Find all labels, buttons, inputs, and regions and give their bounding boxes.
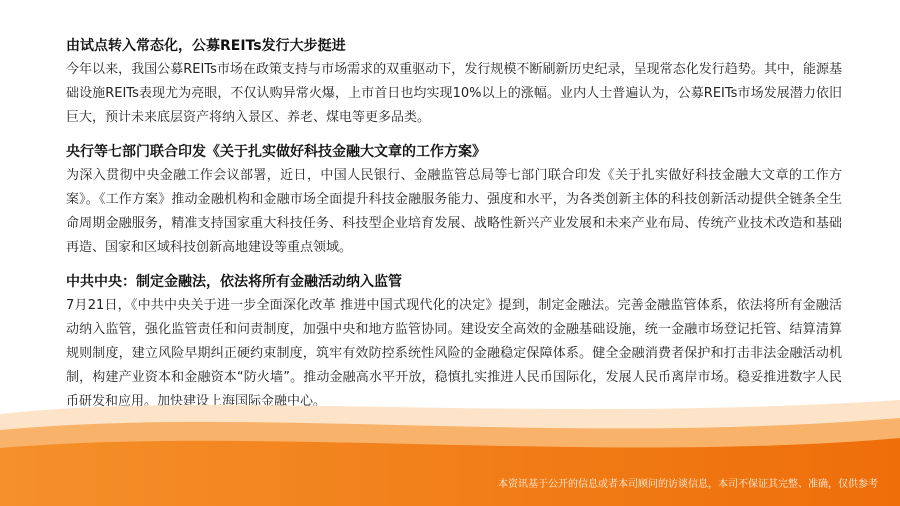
news-heading: 央行等七部门联合印发《关于扎实做好科技金融大文章的工作方案》 [66, 144, 486, 160]
news-heading: 中共中央：制定金融法，依法将所有金融活动纳入监管 [66, 274, 402, 290]
news-item-reits [66, 34, 842, 130]
disclaimer-text: 本资讯基于公开的信息或者本司顾问的访谈信息，本司不保证其完整、准确，仅供参考 [498, 479, 878, 490]
wave-dark [0, 438, 900, 506]
news-content [66, 34, 842, 424]
news-body: 7月21日，《中共中央关于进一步全面深化改革 推进中国式现代化的决定》提到，制定金融法。完善金融监管体系，依法将所有金融活动纳入监管，强化监管责任和问责制度，加强中央和地方监管协同。建设安全高效的金融基础设施，统一金融市场登记托管、结算清算规则制度，建立风险早期纠正硬约束制度，筑牢有效防控系统性风险的金融稳定保障体系。健全金融消费者保护和打击非法金融活动机制，构建产业资本和金融资本“防火墙”。推动金融高水平开放，稳慎扎实推进人民币国际化，发展人民币离岸市场。稳妥推进数字人民币研发和应用。加快建设上海国际金融中心。 [66, 298, 842, 409]
news-heading: 由试点转入常态化，公募REITs发行大步挺进 [66, 38, 346, 54]
news-body: 今年以来，我国公募REITs市场在政策支持与市场需求的双重驱动下，发行规模不断刷新历史纪录，呈现常态化发行趋势。其中，能源基础设施REITs表现尤为亮眼，不仅认购异常火爆，上市首日也均实现10%以上的涨幅。业内人士普遍认为，公募REITs市场发展潜力依旧巨大，预计未来底层资产将纳入景区、养老、煤电等更多品类。 [66, 62, 842, 125]
news-body: 为深入贯彻中央金融工作会议部署，近日，中国人民银行、金融监管总局等七部门联合印发《关于扎实做好科技金融大文章的工作方案》。《工作方案》推动金融机构和金融市场全面提升科技金融服务能力、强度和水平，为各类创新主体的科技创新活动提供全链条全生命周期金融服务，精准支持国家重大科技任务、科技型企业培育发展、战略性新兴产业发展和未来产业布局、传统产业技术改造和基础再造、国家和区域科技创新高地建设等重点领域。 [66, 168, 842, 255]
news-item-tech-finance [66, 140, 842, 260]
news-item-finance-law [66, 270, 842, 414]
